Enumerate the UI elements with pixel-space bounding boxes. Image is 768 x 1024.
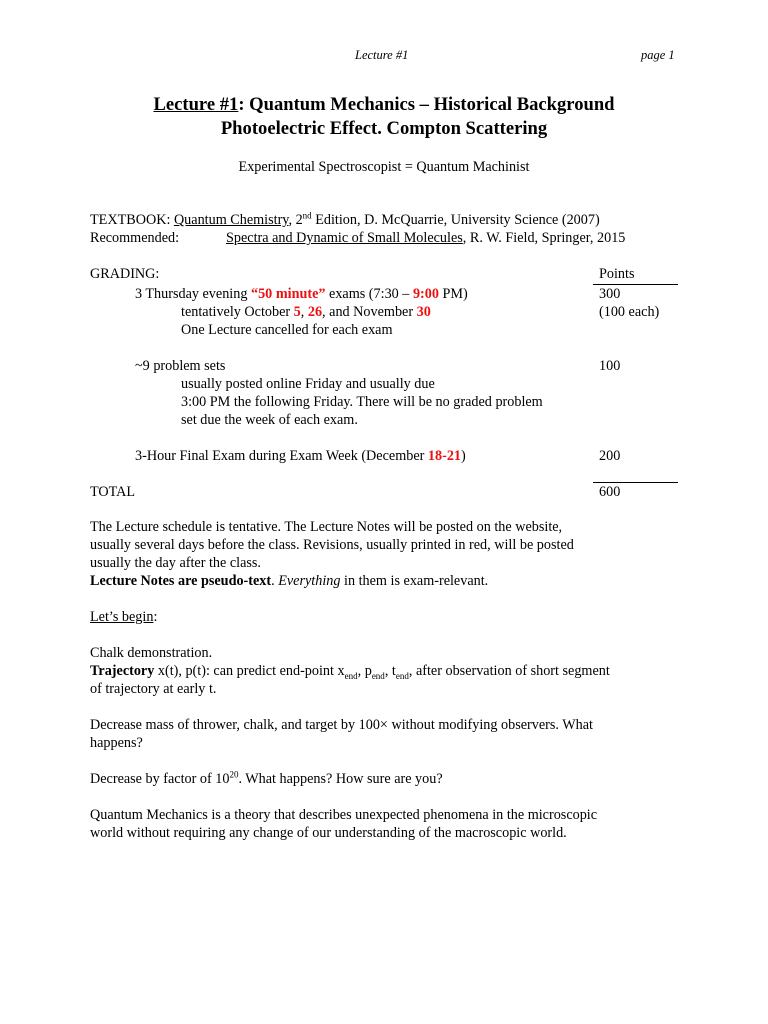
lecture-number: Lecture #1 xyxy=(153,94,239,115)
exam-end-time: 9:00 xyxy=(412,286,439,302)
schedule-line-2: usually several days before the class. Revisions, usually printed in red, will be posted xyxy=(90,537,574,553)
exam-date-1: 5 xyxy=(293,304,301,320)
psets-label: ~9 problem sets xyxy=(135,358,226,374)
exam-date-3: 30 xyxy=(416,304,431,320)
final-exam-dates: 18-21 xyxy=(427,448,462,464)
subtitle-line: Experimental Spectroscopist = Quantum Machinist xyxy=(238,159,530,175)
qm-line-2: world without requiring any change of our understanding of the macroscopic world. xyxy=(90,825,567,841)
recommended-title: Spectra and Dynamic of Small Molecules xyxy=(226,230,463,246)
trajectory-line-2: of trajectory at early t. xyxy=(90,681,217,697)
pseudo-text-line: Lecture Notes are pseudo-text. Everything in them is exam-relevant. xyxy=(90,573,489,589)
psets-line-2: 3:00 PM the following Friday. There will be no graded problem xyxy=(181,394,543,410)
trajectory-line: Trajectory x(t), p(t): can predict end-point $x_{end}$, $p_{end}$, $t_{end}$, after observation of short segment xyxy=(90,663,610,681)
exams-points-each: (100 each) xyxy=(599,304,660,320)
chalk-line: Chalk demonstration. xyxy=(90,645,213,661)
textbook-sep: , 2 xyxy=(288,212,303,228)
page-number: page 1 xyxy=(641,48,675,62)
textbook-title: Quantum Chemistry xyxy=(173,212,289,228)
final-exam-line: 3-Hour Final Exam during Exam Week (December 18-21) xyxy=(135,448,466,464)
decrease-mass-line-2: happens? xyxy=(90,735,143,751)
page-subtitle-title: Photoelectric Effect. Compton Scattering xyxy=(220,118,548,139)
trajectory-bold: Trajectory xyxy=(90,663,155,679)
textbook-line xyxy=(90,211,600,229)
recommended-label: Recommended: xyxy=(90,230,180,246)
decrease-factor-line: Decrease by factor of $10^{20}$. What happens? How sure are you? xyxy=(90,769,443,787)
final-points: 200 xyxy=(599,448,621,464)
schedule-line-1: The Lecture schedule is tentative. The Lecture Notes will be posted on the website, xyxy=(90,519,563,535)
running-header-title: Lecture #1 xyxy=(355,48,409,62)
exam-duration: “50 minute” xyxy=(250,286,326,302)
textbook-label: TEXTBOOK: xyxy=(90,212,174,228)
qm-line-1: Quantum Mechanics is a theory that describes unexpected phenomena in the microscopic xyxy=(90,807,598,823)
psets-line-3: set due the week of each exam. xyxy=(181,412,358,428)
psets-line-1: usually posted online Friday and usually due xyxy=(181,376,435,392)
exponent: 20 xyxy=(229,769,239,780)
recommended-rest: , R. W. Field, Springer, 2015 xyxy=(462,230,626,246)
points-header: Points xyxy=(599,266,635,282)
edition-sup: nd xyxy=(302,210,312,221)
everything-italic: Everything xyxy=(278,573,341,589)
lets-begin: Let’s begin: xyxy=(90,609,158,625)
psets-points: 100 xyxy=(599,358,621,374)
exam-dates-line: tentatively October 5, 26, and November 30 xyxy=(181,304,431,320)
schedule-line-3: usually the day after the class. xyxy=(90,555,261,571)
recommended-line xyxy=(226,229,625,247)
total-points: 600 xyxy=(599,484,621,500)
grading-label: GRADING: xyxy=(90,266,160,282)
total-label: TOTAL xyxy=(90,484,136,500)
exam-date-2: 26 xyxy=(307,304,323,320)
title-topic: : Quantum Mechanics – Historical Background xyxy=(238,94,615,115)
pseudo-text-bold: Lecture Notes are pseudo-text xyxy=(90,573,272,589)
textbook-rest: Edition, D. McQuarrie, University Science (2007) xyxy=(311,212,600,228)
decrease-mass-line-1: Decrease mass of thrower, chalk, and target by 100× without modifying observers. What xyxy=(90,717,593,733)
exams-points: 300 xyxy=(599,286,621,302)
cancelled-line: One Lecture cancelled for each exam xyxy=(181,322,393,338)
exams-line: 3 Thursday evening “50 minute” exams (7:30 – 9:00 PM) xyxy=(135,286,468,302)
page-title xyxy=(0,93,768,117)
